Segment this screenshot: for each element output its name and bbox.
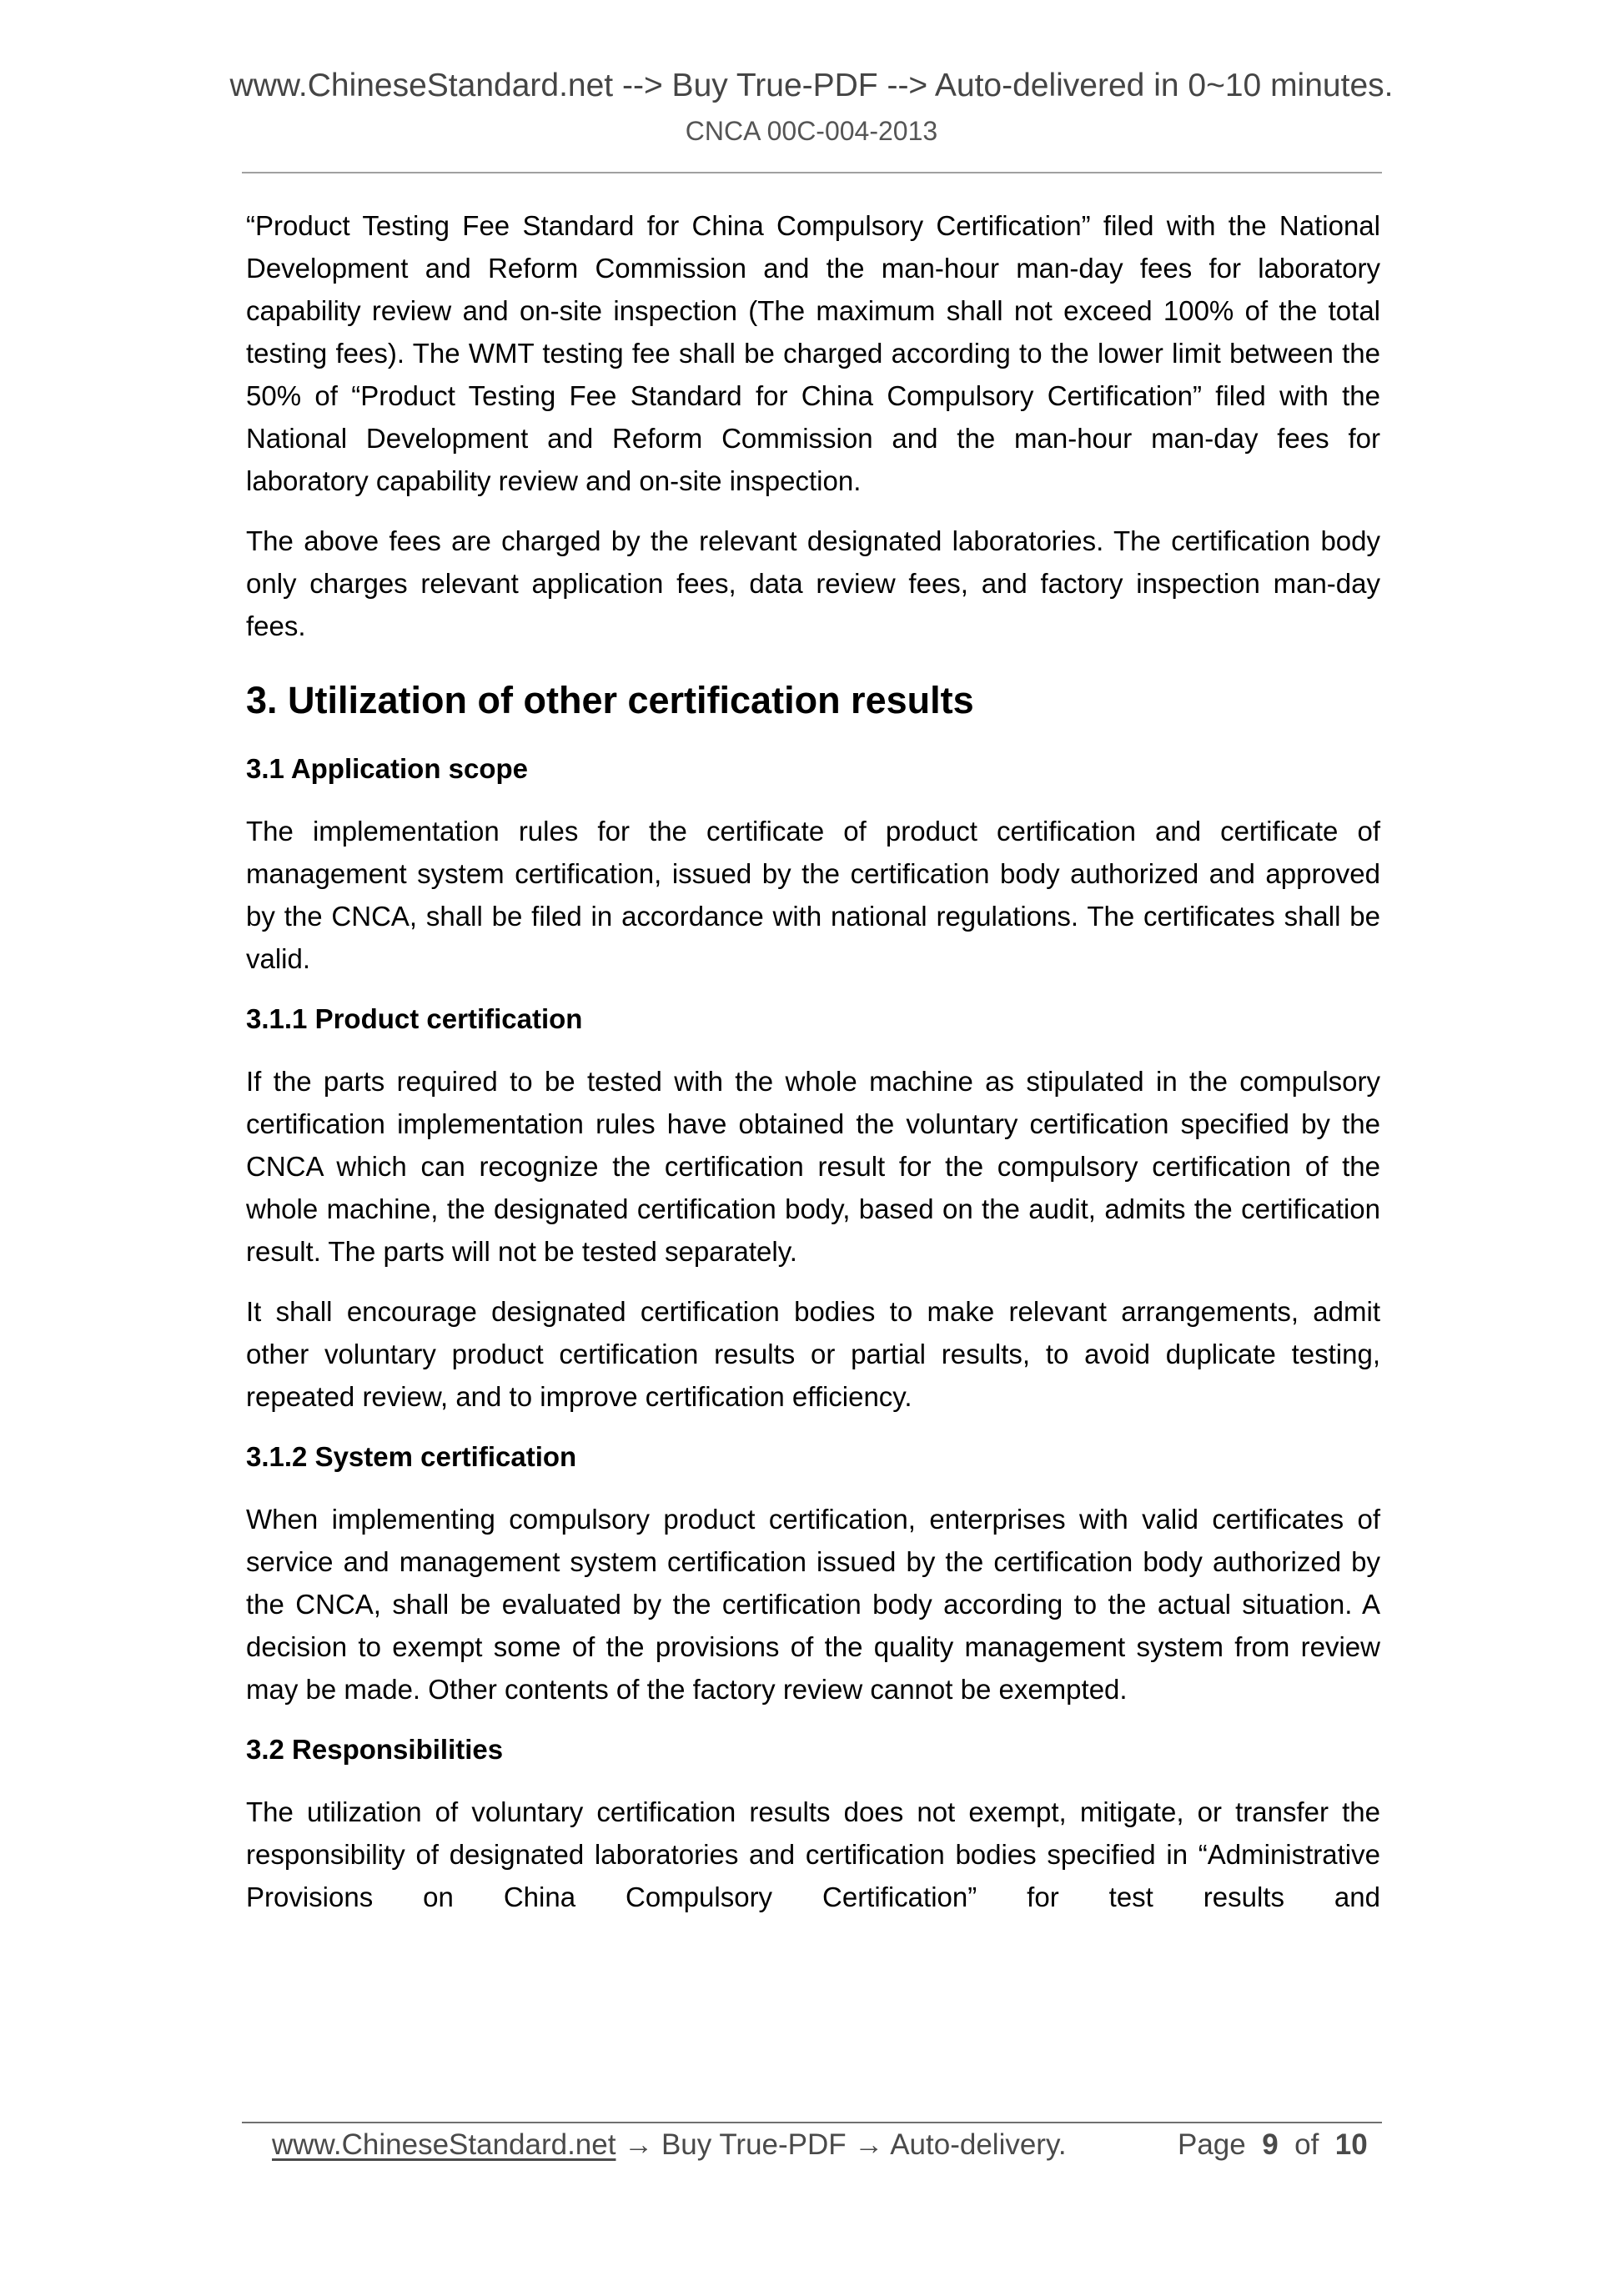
paragraph-fees-charged: The above fees are charged by the relevant designated laboratories. The certification body only charges relevant application fees, data review fees, and factory inspection man-day fees. — [246, 525, 1380, 641]
footer-website-link[interactable]: www.ChineseStandard.net — [272, 2128, 616, 2161]
section-3-1-1-text-2: It shall encourage designated certification bodies to make relevant arrangements, admit other voluntary product certification results or partial results, to avoid duplicate testing, repeated review, and to improve certification efficiency. — [246, 1296, 1380, 1412]
footer-buy-text: Buy True-PDF — [661, 2128, 847, 2161]
section-3-1-2-heading: 3.1.2 System certification — [246, 1441, 577, 1472]
section-3-1-text: The implementation rules for the certificate of product certification and certificate of management system certification, issued by the certification body authorized and approved by the CNCA, shall be filed in accordance with national regulations. The certificates shall be valid. — [246, 816, 1380, 974]
total-pages: 10 — [1334, 2128, 1368, 2161]
footer-promo — [272, 2127, 1067, 2163]
section-3-2-text: The utilization of voluntary certification results does not exempt, mitigate, or transfer the responsibility of designated laboratories and certification bodies specified in “Administrative Provisions on China Compulsory Certification” for test results and — [246, 1796, 1380, 1912]
page-label: Page — [1178, 2128, 1246, 2161]
document-body — [246, 204, 1380, 1918]
footer-delivery-text: Auto-delivery. — [890, 2128, 1067, 2161]
current-page: 9 — [1262, 2128, 1279, 2161]
section-3-1-1-text-1: If the parts required to be tested with the whole machine as stipulated in the compulsory certification implementation rules have obtained the voluntary certification specified by the CNCA which can recognize the certification result for the compulsory certification of the whole machine, the designated certification body, based on the audit, admits the certification result. The parts will not be tested separately. — [246, 1066, 1380, 1267]
section-3-2-heading: 3.2 Responsibilities — [246, 1734, 504, 1765]
section-3-1-2-text: When implementing compulsory product certification, enterprises with valid certificates of service and management system certification issued by the certification body authorized by the CNCA, shall be evaluated by the certification body according to the actual situation. A decision to exempt some of the provisions of the quality management system from review may be made. Other contents of the factory review cannot be exempted. — [246, 1504, 1380, 1705]
page-footer — [272, 2127, 1373, 2165]
section-3-1-heading: 3.1 Application scope — [246, 753, 529, 784]
page-number — [1178, 2127, 1368, 2163]
document-code: CNCA 00C-004-2013 — [685, 116, 938, 146]
arrow-right-icon: → — [854, 2128, 884, 2161]
header-divider — [242, 172, 1382, 173]
arrow-right-icon: → — [624, 2128, 654, 2161]
section-3-heading: 3. Utilization of other certification results — [246, 679, 974, 721]
footer-divider — [242, 2122, 1382, 2123]
header-banner: www.ChineseStandard.net --> Buy True-PDF --> Auto-delivered in 0~10 minutes. — [229, 68, 1394, 103]
of-label: of — [1294, 2128, 1319, 2161]
section-3-1-1-heading: 3.1.1 Product certification — [246, 1003, 583, 1034]
paragraph-fees-continued: “Product Testing Fee Standard for China Compulsory Certification” filed with the National Development and Reform Commission and the man-hour man-day fees for laboratory capability review and on-site inspection (The maximum shall not exceed 100% of the total testing fees). The WMT testing fee shall be charged according to the lower limit between the 50% of “Product Testing Fee Standard for China Compulsory Certification” filed with the National Development and Reform Commission and the man-hour man-day fees for laboratory capability review and on-site inspection. — [246, 210, 1380, 496]
